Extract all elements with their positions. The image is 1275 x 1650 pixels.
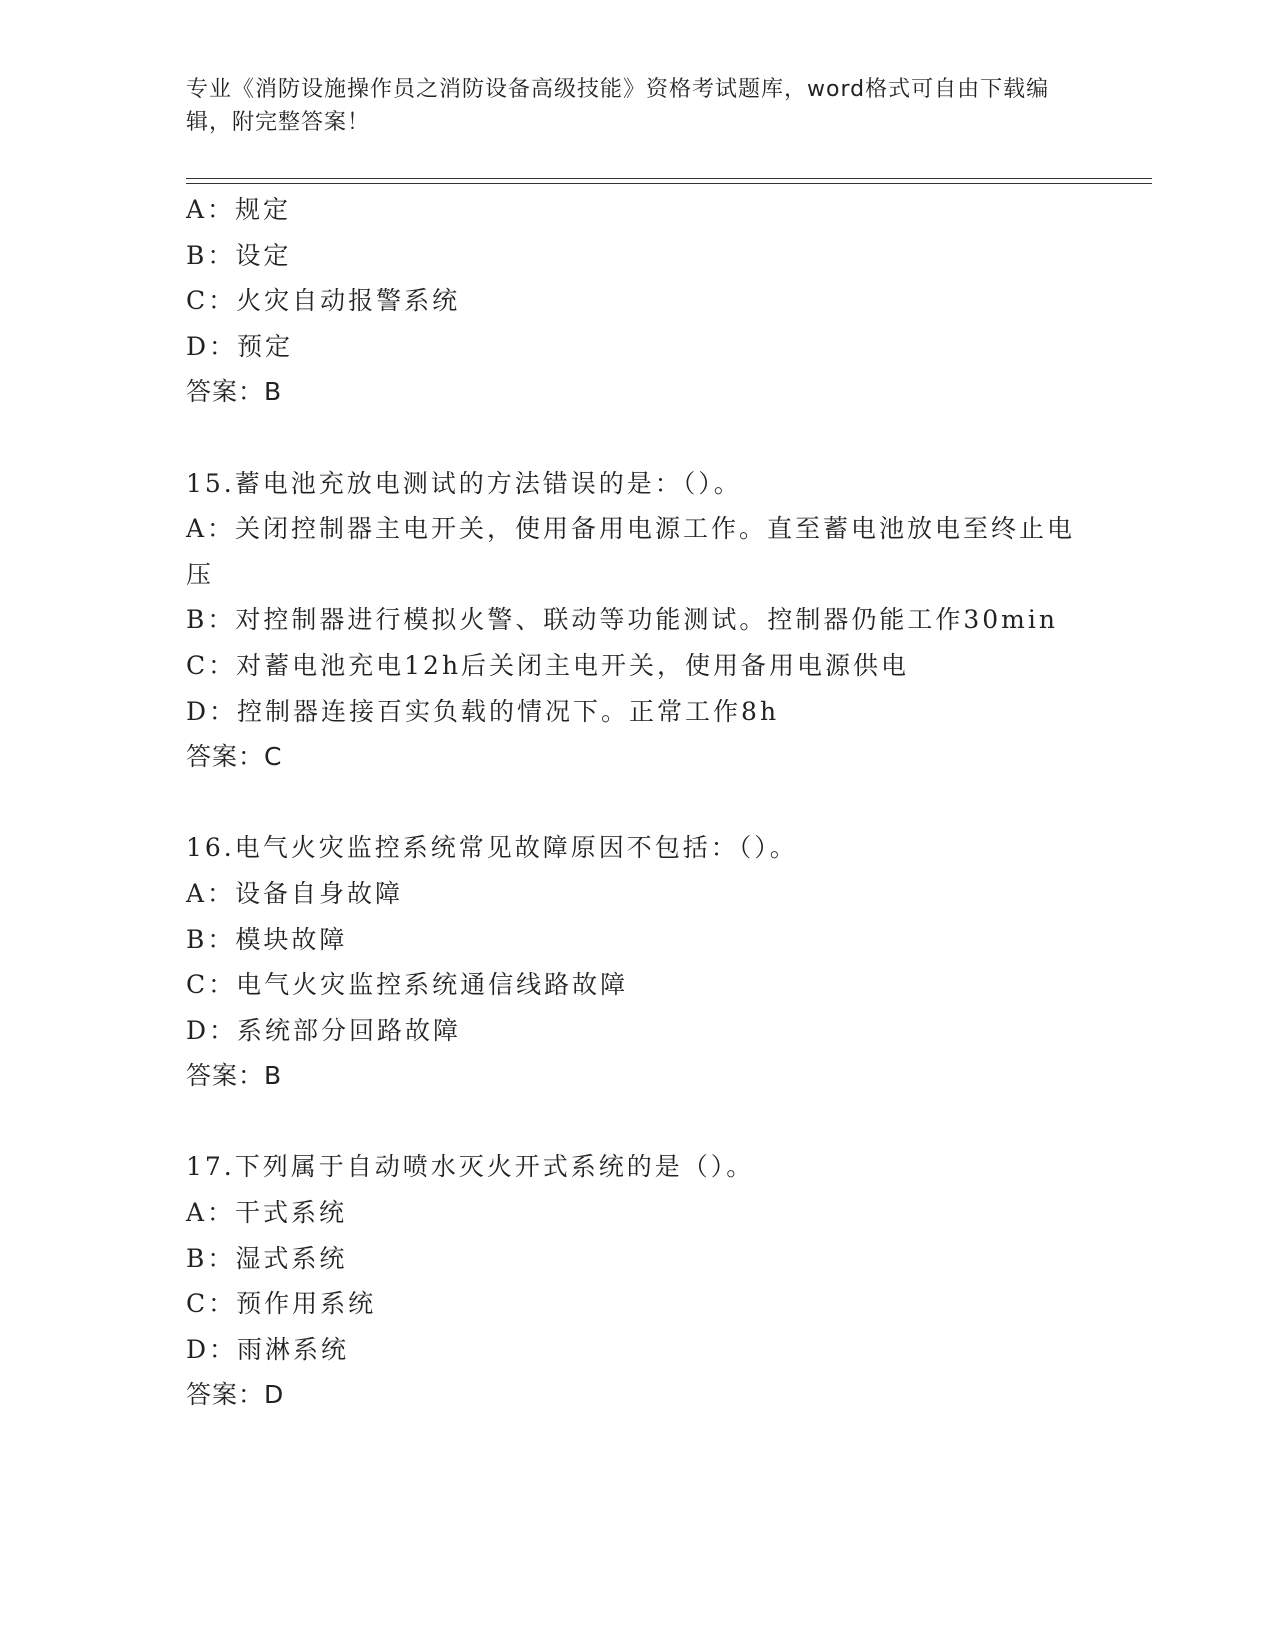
spacer xyxy=(186,1099,1086,1145)
header-rule-bottom xyxy=(186,183,1152,184)
q15-option-b: B：对控制器进行模拟火警、联动等功能测试。控制器仍能工作30min xyxy=(186,605,1058,635)
q14-option-d: D：预定 xyxy=(186,331,294,361)
q17-option-d: D：雨淋系统 xyxy=(186,1334,350,1364)
q16-option-a: A：设备自身故障 xyxy=(186,878,404,908)
header-rule-top xyxy=(186,178,1152,179)
q16-option-d: D：系统部分回路故障 xyxy=(186,1015,462,1045)
document-header: 专业《消防设施操作员之消防设备高级技能》资格考试题库，word格式可自由下载编辑，附完整答案！ xyxy=(186,77,1050,135)
q17-option-a: A：干式系统 xyxy=(186,1198,348,1228)
q14-option-a: A：规定 xyxy=(186,195,292,224)
q15-option-a: A：关闭控制器主电开关，使用备用电源工作。直至蓄电池放电至终止电压 xyxy=(186,514,1076,589)
q17-option-b: B：湿式系统 xyxy=(186,1243,348,1273)
q16-question: 16.电气火灾监控系统常见故障原因不包括：（）。 xyxy=(186,833,798,863)
q17-answer: 答案：D xyxy=(186,1380,285,1410)
q15-option-c: C：对蓄电池充电12h后关闭主电开关，使用备用电源供电 xyxy=(186,650,910,680)
spacer xyxy=(186,415,1086,461)
spacer xyxy=(186,780,1086,826)
q15-option-d: D：控制器连接百实负载的情况下。正常工作8h xyxy=(186,696,780,726)
q17-question: 17.下列属于自动喷水灭火开式系统的是（）。 xyxy=(186,1152,755,1182)
q16-answer: 答案：B xyxy=(186,1061,283,1091)
q16-option-b: B：模块故障 xyxy=(186,924,348,954)
q15-answer: 答案：C xyxy=(186,742,283,772)
q16-option-c: C：电气火灾监控系统通信线路故障 xyxy=(186,970,629,1000)
q15-question: 15.蓄电池充放电测试的方法错误的是：（）。 xyxy=(186,468,742,498)
q14-answer: 答案：B xyxy=(186,377,283,407)
q17-option-c: C：预作用系统 xyxy=(186,1289,377,1319)
q14-option-b: B：设定 xyxy=(186,240,292,270)
question-list xyxy=(186,187,1086,1418)
q14-option-c: C：火灾自动报警系统 xyxy=(186,286,461,316)
